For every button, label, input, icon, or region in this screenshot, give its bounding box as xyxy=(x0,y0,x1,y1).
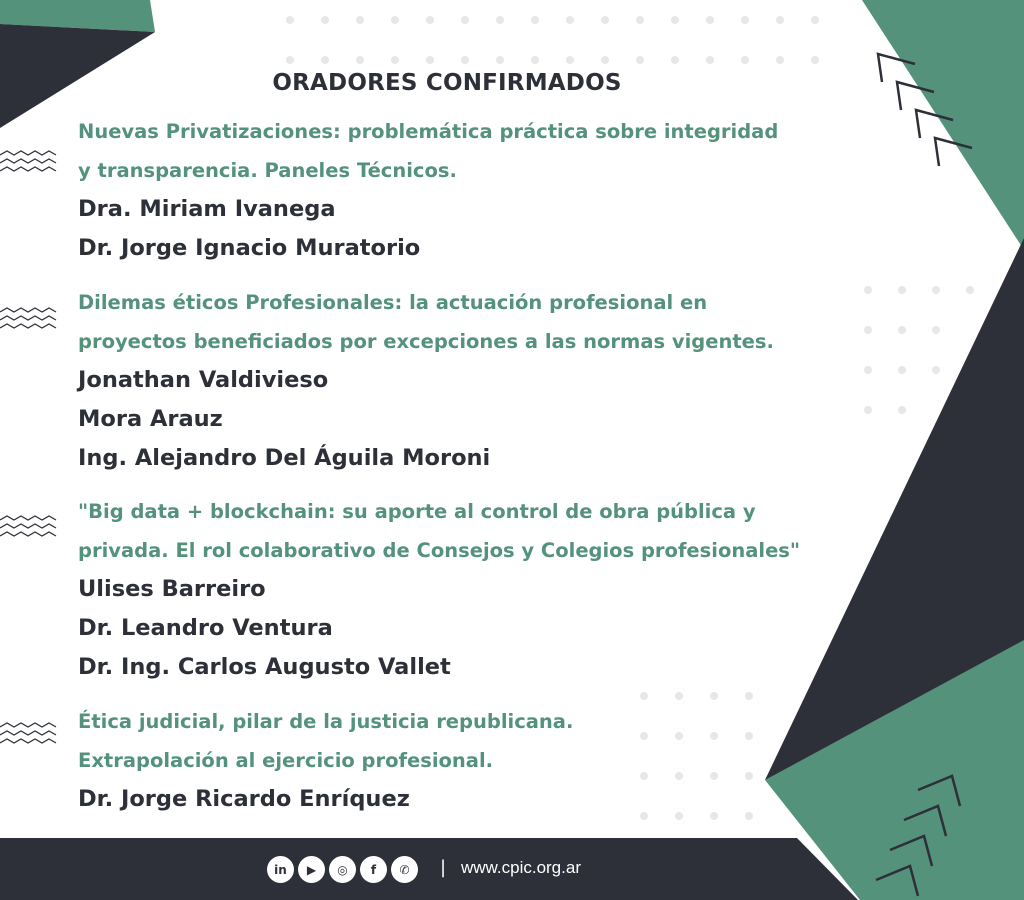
footer-separator: | xyxy=(440,857,447,878)
wave-decoration-1 xyxy=(0,151,56,171)
speaker-name: Dr. Leandro Ventura xyxy=(78,615,333,641)
speaker-name: Jonathan Valdivieso xyxy=(78,367,329,393)
speaker-name: Ing. Alejandro Del Águila Moroni xyxy=(78,445,491,471)
wave-decoration-2 xyxy=(0,308,56,328)
instagram-icon[interactable]: ◎ xyxy=(329,856,356,883)
speaker-name: Mora Arauz xyxy=(78,406,223,432)
session-topic xyxy=(78,702,858,780)
whatsapp-icon[interactable]: ✆ xyxy=(391,856,418,883)
website-link[interactable]: www.cpic.org.ar xyxy=(461,858,581,877)
speaker-name: Ulises Barreiro xyxy=(78,576,266,602)
speaker-name: Dr. Ing. Carlos Augusto Vallet xyxy=(78,654,451,680)
topic-line: y transparencia. Paneles Técnicos. xyxy=(78,159,457,182)
footer-bar xyxy=(0,838,858,900)
session-4 xyxy=(78,702,858,819)
session-1 xyxy=(78,112,858,268)
topic-line: Dilemas éticos Profesionales: la actuación profesional en xyxy=(78,291,708,314)
youtube-icon[interactable]: ▶ xyxy=(298,856,325,883)
page-title: ORADORES CONFIRMADOS xyxy=(272,70,622,96)
wave-decoration-4 xyxy=(0,723,56,743)
session-2 xyxy=(78,283,858,478)
topic-line: Nuevas Privatizaciones: problemática práctica sobre integridad xyxy=(78,120,779,143)
topic-line: privada. El rol colaborativo de Consejos y Colegios profesionales" xyxy=(78,539,801,562)
dot-grid-top xyxy=(286,16,819,64)
right-green-shape-top xyxy=(862,0,1024,250)
session-3 xyxy=(78,492,858,687)
session-topic xyxy=(78,283,858,361)
session-topic xyxy=(78,112,858,190)
speaker-name: Dr. Jorge Ignacio Muratorio xyxy=(78,235,421,261)
topic-line: Extrapolación al ejercicio profesional. xyxy=(78,749,494,772)
session-topic xyxy=(78,492,858,570)
linkedin-icon[interactable]: in xyxy=(267,856,294,883)
facebook-icon[interactable]: f xyxy=(360,856,387,883)
speaker-name: Dr. Jorge Ricardo Enríquez xyxy=(78,786,410,812)
topic-line: proyectos beneficiados por excepciones a las normas vigentes. xyxy=(78,330,774,353)
wave-decoration-3 xyxy=(0,516,56,536)
topic-line: Ética judicial, pilar de la justicia republicana. xyxy=(78,710,574,733)
topic-line: "Big data + blockchain: su aporte al control de obra pública y xyxy=(78,500,756,523)
speaker-name: Dra. Miriam Ivanega xyxy=(78,196,336,222)
